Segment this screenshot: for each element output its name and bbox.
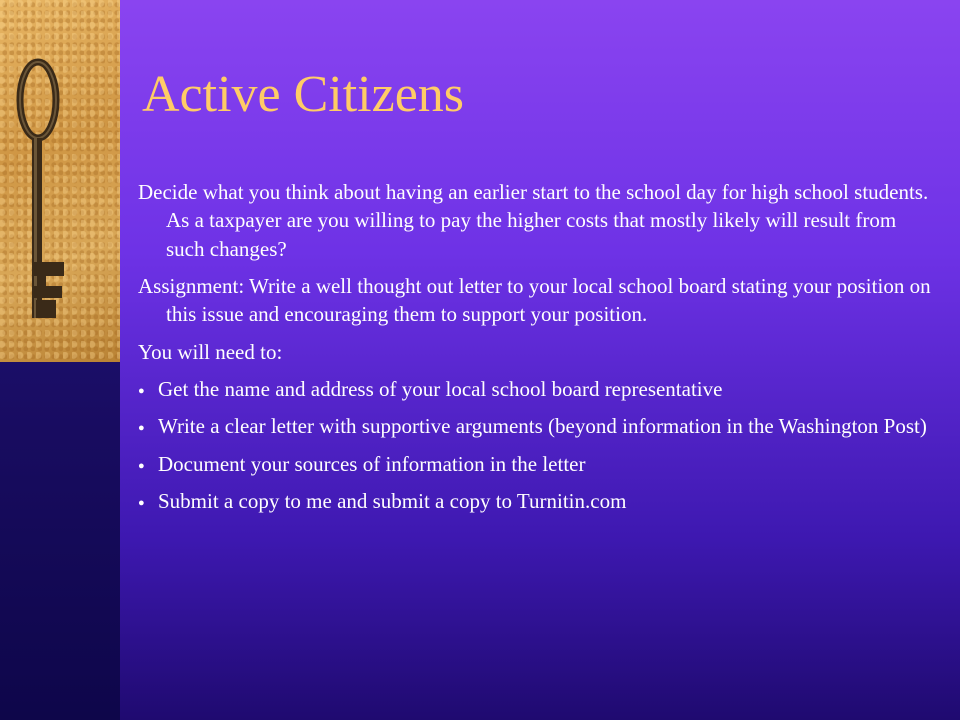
assignment-paragraph: Assignment: Write a well thought out letter to your local school board stating your position on this issue and encouraging them to support your position. bbox=[138, 274, 931, 327]
bullet-text: Document your sources of information in the letter bbox=[158, 451, 586, 476]
bullet-text: Write a clear letter with supportive arguments (beyond information in the Washington Post) bbox=[158, 414, 927, 439]
bullet-icon: ● bbox=[138, 497, 145, 510]
slide-body bbox=[138, 178, 938, 524]
list-item bbox=[138, 375, 938, 403]
bullet-text: Get the name and address of your local school board representative bbox=[158, 377, 723, 402]
bullet-icon: ● bbox=[138, 422, 145, 435]
slide-title: Active Citizens bbox=[142, 66, 465, 123]
key-icon bbox=[0, 0, 120, 362]
bullet-text: Submit a copy to me and submit a copy to Turnitin.com bbox=[158, 489, 627, 514]
key-photo bbox=[0, 0, 120, 362]
list-item bbox=[138, 487, 938, 515]
intro-paragraph: Decide what you think about having an earlier start to the school day for high school students. As a taxpayer are you willing to pay the higher costs that mostly likely will result from such changes? bbox=[138, 180, 929, 261]
bullet-icon: ● bbox=[138, 459, 145, 472]
bullet-icon: ● bbox=[138, 385, 145, 398]
list-item bbox=[138, 450, 938, 478]
list-item bbox=[138, 412, 938, 440]
need-to-paragraph: You will need to: bbox=[138, 339, 283, 364]
